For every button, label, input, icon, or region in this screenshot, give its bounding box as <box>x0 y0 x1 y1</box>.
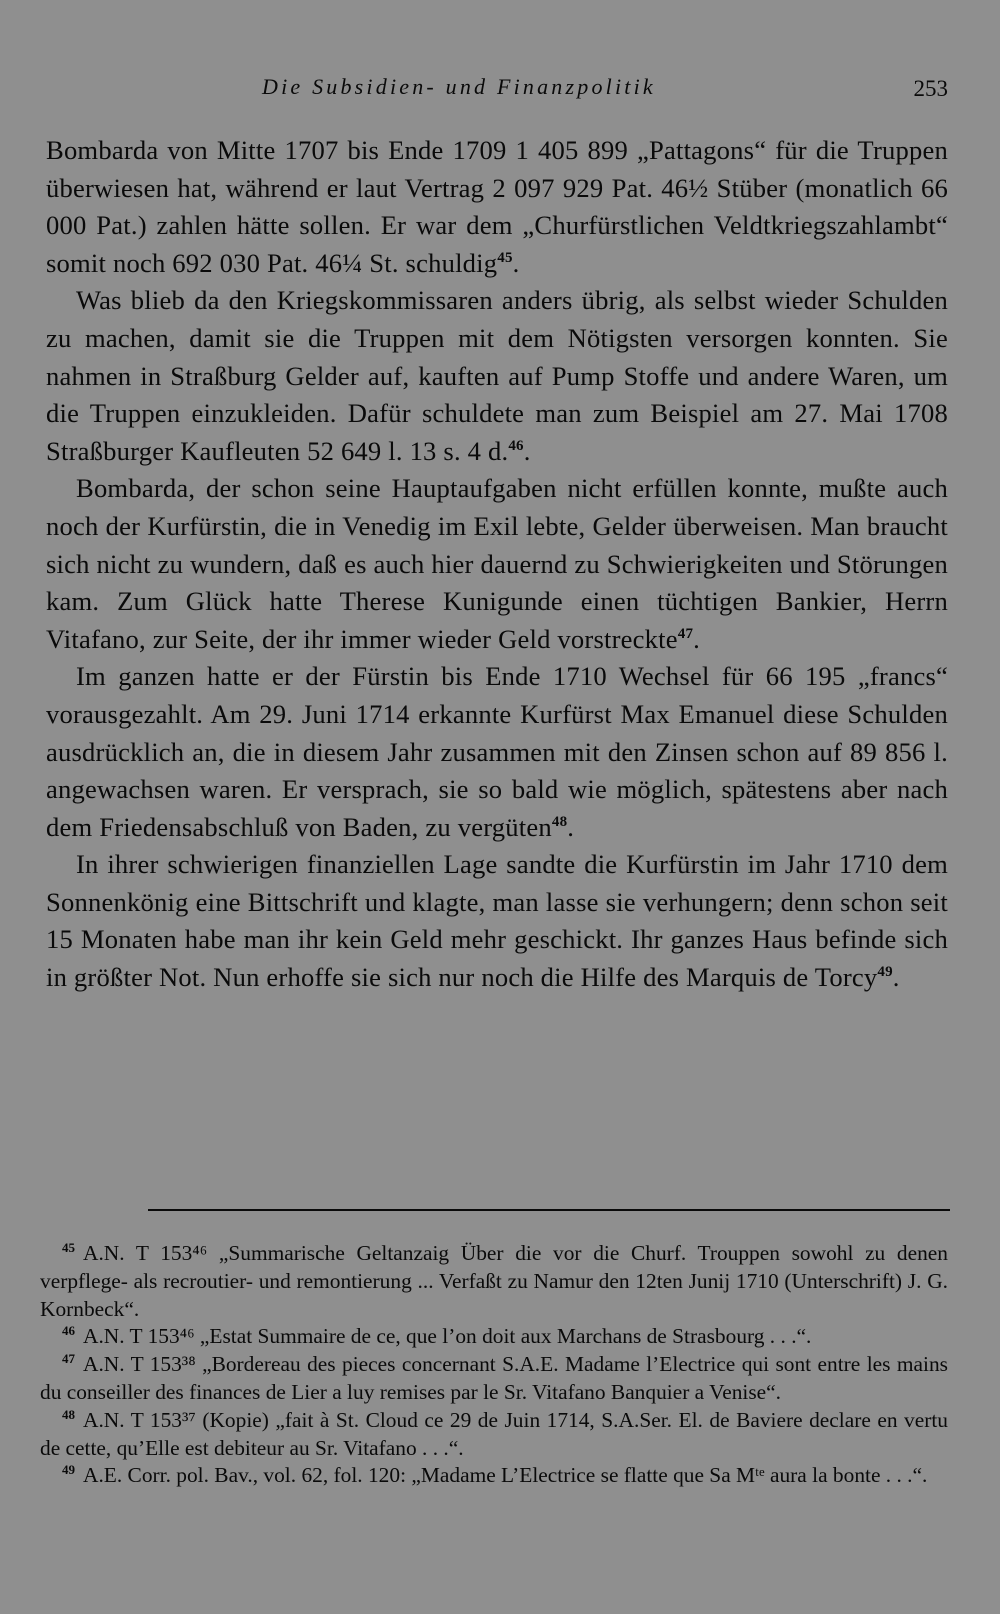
paragraph: In ihrer schwierigen finanziellen Lage sandte die Kurfürstin im Jahr 1710 dem Sonnenkönig eine Bittschrift und klagte, man lasse sie verhungern; denn schon seit 15 Monaten habe man ihr kein Geld mehr geschickt. Ihr ganzes Haus befinde sich in größter Not. Nun erhoffe sie sich nur noch die Hilfe des Marquis de Torcy$^{49}$. <box>46 849 948 993</box>
footnote-ref[interactable]: 46 <box>508 437 524 454</box>
footnote-text: A.N. T 153³⁸ „Bordereau des pieces concernant S.A.E. Madame l’Electrice qui sont entre les mains du conseiller des finances de Lier a luy remises par le Sr. Vitafano Banquier a Venise“. <box>40 1352 948 1404</box>
footnote-number: 48 <box>62 1406 75 1422</box>
footnote-text: A.N. T 153³⁷ (Kopie) „fait à St. Cloud ce 29 de Juin 1714, S.A.Ser. El. de Baviere declare en vertu de cette, qu’Elle est debiteur au Sr. Vitafano . . .“. <box>40 1407 948 1460</box>
footnote-ref[interactable]: 47 <box>677 625 694 642</box>
footnote <box>40 1240 948 1323</box>
paragraph: Im ganzen hatte er der Fürstin bis Ende 1710 Wechsel für 66 195 „francs“ vorausgezahlt. Am 29. Juni 1714 erkannte Kurfürst Max Emanuel diese Schulden ausdrücklich an, die in diesem Jahr zusammen mit den Zinsen schon auf 89 856 l. angewachsen waren. Er versprach, sie so bald wie möglich, spätestens aber nach dem Friedensabschluß von Baden, zu vergüten$^{48}$. <box>46 661 948 842</box>
footnotes <box>40 1240 948 1490</box>
footnote <box>40 1323 948 1351</box>
running-title: Die Subsidien- und Finanzpolitik <box>262 74 656 99</box>
footnote <box>40 1351 948 1407</box>
footnote-ref[interactable]: 49 <box>877 964 893 981</box>
main-text <box>46 132 948 997</box>
footnote <box>40 1407 948 1463</box>
footnote-text: A.N. T 153⁴⁶ „Estat Summaire de ce, que l’on doit aux Marchans de Strasbourg . . .“. <box>83 1324 812 1349</box>
paragraph: Was blieb da den Kriegskommissaren anders übrig, als selbst wieder Schulden zu machen, damit sie die Truppen mit dem Nötigsten versorgen konnten. Sie nahmen in Straßburg Gelder auf, kauften auf Pump Stoffe und andere Waren, um die Truppen einzukleiden. Dafür schuldete man zum Beispiel am 27. Mai 1708 Straßburger Kaufleuten 52 649 l. 13 s. 4 d.$^{46}$. <box>46 285 948 466</box>
footnote-number: 47 <box>62 1351 75 1367</box>
footnote-number: 46 <box>62 1323 75 1339</box>
page-number: 253 <box>913 76 948 101</box>
footnote-text: A.N. T 153⁴⁶ „Summarische Geltanzaig Über die vor die Churf. Trouppen sowohl zu denen verpflege- als recroutier- und remontierung ... Verfaßt zu Namur den 12ten Junij 1710 (Unterschrift) J. G. Kornbeck“. <box>40 1241 948 1321</box>
footnote-number: 49 <box>62 1462 75 1478</box>
footnote-ref[interactable]: 48 <box>551 813 568 830</box>
paragraph: Bombarda, der schon seine Hauptaufgaben nicht erfüllen konnte, mußte auch noch der Kurfürstin, die in Venedig im Exil lebte, Gelder überweisen. Man braucht sich nicht zu wundern, daß es auch hier dauernd zu Schwierigkeiten und Störungen kam. Zum Glück hatte Therese Kunigunde einen tüchtigen Bankier, Herrn Vitafano, zur Seite, der ihr immer wieder Geld vorstreckte$^{47}$. <box>46 473 948 654</box>
paragraph: Bombarda von Mitte 1707 bis Ende 1709 1 405 899 „Pattagons“ für die Truppen überwiesen hat, während er laut Vertrag 2 097 929 Pat. 46½ Stüber (monatlich 66 000 Pat.) zahlen hätte sollen. Er war dem „Churfürstlichen Veldtkriegszahlambt“ somit noch 692 030 Pat. 46¼ St. schuldig$^{45}$. <box>46 135 948 278</box>
footnote-ref[interactable]: 45 <box>497 249 513 266</box>
footnote <box>40 1462 948 1490</box>
footnote-divider <box>148 1209 950 1211</box>
footnote-number: 45 <box>62 1239 75 1255</box>
page-header <box>0 74 1000 114</box>
footnote-text: A.E. Corr. pol. Bav., vol. 62, fol. 120: „Madame L’Electrice se flatte que Sa Mᵗᵉ aura la bonte . . .“. <box>83 1463 928 1488</box>
